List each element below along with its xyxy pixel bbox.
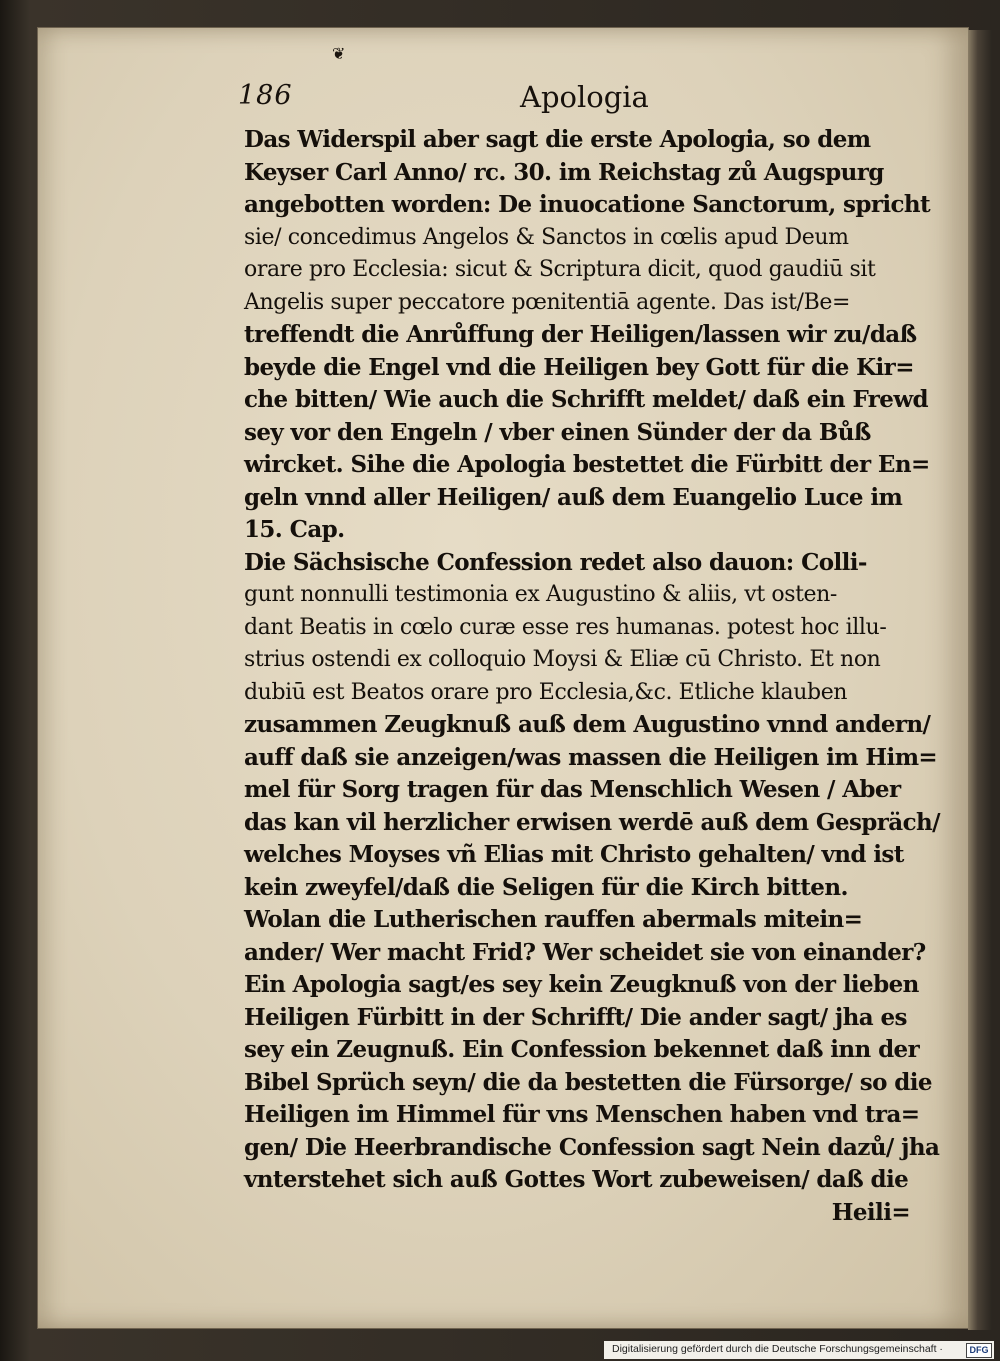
text-line: Wolan die Lutherischen rauffen abermals mitein= [244,906,863,933]
text-line: das kan vil herzlicher erwisen werdē auß dem Gespräch/ [244,808,940,836]
text-line: dant Beatis in cœlo curæ esse res humanas. potest hoc illu- [244,614,887,640]
body-text [244,124,940,1229]
text-line: dubiū est Beatos orare pro Ecclesia,&c. Etliche klauben [244,679,848,705]
text-line: orare pro Ecclesia: sicut & Scriptura dicit, quod gaudiū sit [244,257,876,282]
text-line: wircket. Sihe die Apologia bestettet die Fürbitt der En= [244,451,930,478]
footer-bar [604,1341,994,1359]
text-line: Ein Apologia sagt/es sey kein Zeugknuß von der lieben [244,971,919,998]
text-line: Angelis super peccatore pœnitentiā agente. Das ist/Be= [244,289,850,315]
page-header [238,80,918,120]
text-line: sey ein Zeugnuß. Ein Confession bekennet daß inn der [244,1036,920,1063]
text-line: Heiligen im Himmel für vns Menschen haben vnd tra= [244,1101,920,1128]
text-line: treffendt die Anrůffung der Heiligen/lassen wir zu/daß [244,321,917,348]
text-line: kein zweyfel/daß die Seligen für die Kirch bitten. [244,873,848,901]
text-line: che bitten/ Wie auch die Schrifft meldet/ daß ein Frewd [244,386,929,413]
text-line: angebotten worden: De inuocatione Sanctorum, spricht [244,191,931,218]
text-line: geln vnnd aller Heiligen/ auß dem Euangelio Luce im [244,483,903,511]
text-line: Das Widerspil aber sagt die erste Apologia, so dem [244,126,871,153]
text-line: 15. Cap. [244,516,345,543]
text-line: Bibel Sprüch seyn/ die da bestetten die Fürsorge/ so die [244,1068,932,1096]
text-line: mel für Sorg tragen für das Menschlich Wesen / Aber [244,776,901,803]
text-line: Heiligen Fürbitt in der Schrifft/ Die ander sagt/ jha es [244,1003,907,1031]
running-head: Apologia [520,80,649,114]
text-line: welches Moyses vñ Elias mit Christo gehalten/ vnd ist [244,841,904,868]
text-line: ander/ Wer macht Frid? Wer scheidet sie von einander? [244,938,926,966]
text-line: beyde die Engel vnd die Heiligen bey Gott für die Kir= [244,353,914,381]
funding-credit: Digitalisierung gefördert durch die Deutsche Forschungsgemeinschaft · [612,1343,943,1355]
text-line: Die Sächsische Confession redet also dauon: Colli- [244,548,867,576]
text-line: sey vor den Engeln / vber einen Sünder der da Bůß [244,418,871,446]
text-line: sie/ concedimus Angelos & Sanctos in cœlis apud Deum [244,224,849,250]
text-line: Keyser Carl Anno/ rc. 30. im Reichstag zů Augspurg [244,158,884,186]
text-line: gunt nonnulli testimonia ex Augustino & aliis, vt osten- [244,582,837,607]
ornament-icon: ❦ [332,44,346,63]
text-line: strius ostendi ex colloquio Moysi & Eliæ cū Christo. Et non [244,647,881,672]
page-edge [968,30,992,1330]
dfg-logo-icon: DFG [966,1343,992,1358]
text-line: gen/ Die Heerbrandische Confession sagt Nein dazů/ jha [244,1133,940,1161]
text-line: vnterstehet sich auß Gottes Wort zubeweisen/ daß die [244,1166,909,1193]
page-number: 186 [238,80,293,111]
text-line: auff daß sie anzeigen/was massen die Heiligen im Him= [244,743,938,771]
text-line: zusammen Zeugknuß auß dem Augustino vnnd andern/ [244,711,931,738]
catchword: Heili= [831,1198,910,1226]
